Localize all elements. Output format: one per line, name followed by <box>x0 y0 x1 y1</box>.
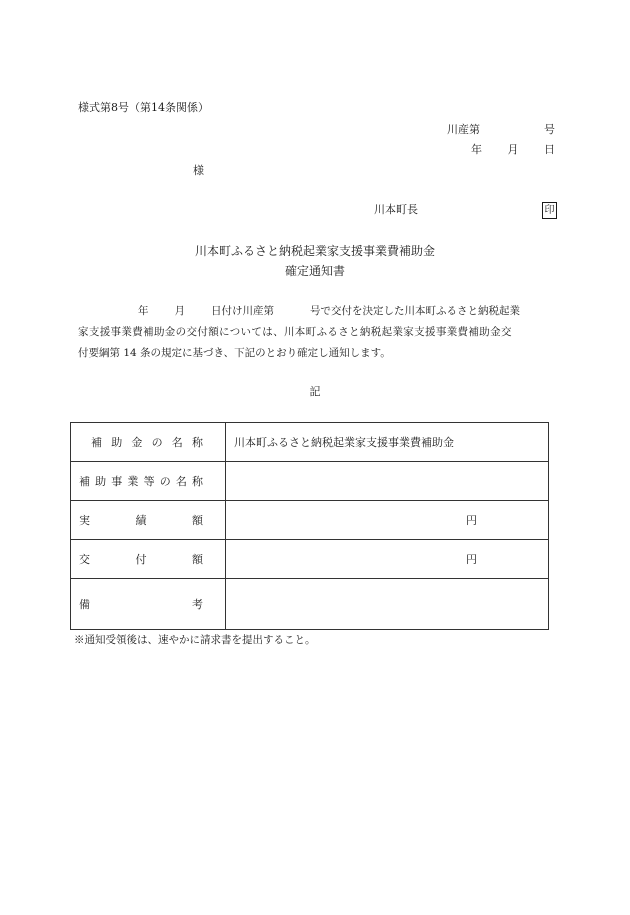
row-label <box>71 423 226 462</box>
document-title: 川本町ふるさと納税起業家支援事業費補助金 <box>194 244 435 258</box>
label-char: 付 <box>135 553 147 566</box>
label-char: 助 <box>111 436 123 449</box>
label-char: 補 <box>79 475 90 488</box>
label-char: 額 <box>192 553 203 566</box>
yen-unit: 円 <box>466 553 477 566</box>
row-label <box>71 501 226 540</box>
subsidy-name-row <box>71 423 549 462</box>
body-date-ref: 日付け川産第 <box>211 305 274 317</box>
date-month: 月 <box>507 143 519 156</box>
label-char: 名 <box>175 475 187 488</box>
grant-amount-row <box>71 540 549 579</box>
project-name-row <box>71 462 549 501</box>
body-decision-text: 号で交付を決定した川本町ふるさと納税起業 <box>310 305 520 317</box>
row-value <box>226 501 549 540</box>
value-text: 川本町ふるさと納税起業家支援事業費補助金 <box>234 436 454 449</box>
body-line-3: 付要綱第 14 条の規定に基づき、下記のとおり確定し通知します。 <box>78 347 391 359</box>
date-line <box>471 143 555 157</box>
label-char: の <box>151 436 163 449</box>
doc-number-prefix: 川産第 <box>447 123 480 136</box>
label-char: 備 <box>79 598 90 611</box>
date-year: 年 <box>471 143 482 156</box>
actual-amount-row <box>71 501 549 540</box>
seal-mark: 印 <box>542 202 557 219</box>
details-table <box>70 422 549 630</box>
issuer-name: 川本町長 <box>374 203 418 216</box>
row-value <box>226 579 549 630</box>
addressee-suffix: 様 <box>193 164 204 177</box>
label-char: 額 <box>192 514 203 527</box>
label-char: 績 <box>135 514 147 527</box>
row-value <box>226 540 549 579</box>
label-char: の <box>159 475 171 488</box>
label-char: 業 <box>127 475 139 488</box>
label-char: 補 <box>91 436 102 449</box>
label-char: 実 <box>79 514 90 527</box>
row-label <box>71 540 226 579</box>
doc-number-suffix: 号 <box>544 123 555 136</box>
label-char: 等 <box>143 475 155 488</box>
ki-heading: 記 <box>309 385 321 398</box>
label-char: 金 <box>131 436 143 449</box>
row-value <box>226 423 549 462</box>
document-subtitle: 確定通知書 <box>284 264 345 278</box>
body-year: 年 <box>138 305 149 317</box>
row-value <box>226 462 549 501</box>
body-line-1 <box>78 304 520 318</box>
label-char: 称 <box>191 475 203 488</box>
document-number-line <box>447 123 555 137</box>
label-char: 事 <box>111 475 123 488</box>
form-number: 様式第8号（第14条関係） <box>78 101 209 114</box>
footnote: ※通知受領後は、速やかに請求書を提出すること。 <box>74 634 316 646</box>
date-day: 日 <box>544 143 555 156</box>
row-label <box>71 462 226 501</box>
row-label <box>71 579 226 630</box>
label-char: 考 <box>192 598 203 611</box>
label-char: 助 <box>95 475 107 488</box>
label-char: 交 <box>79 553 90 566</box>
body-line-2: 家支援事業費補助金の交付額については、川本町ふるさと納税起業家支援事業費補助金交 <box>78 326 512 338</box>
remarks-row <box>71 579 549 630</box>
body-month: 月 <box>174 305 185 317</box>
label-char: 称 <box>191 436 203 449</box>
label-char: 名 <box>171 436 183 449</box>
yen-unit: 円 <box>466 514 477 527</box>
